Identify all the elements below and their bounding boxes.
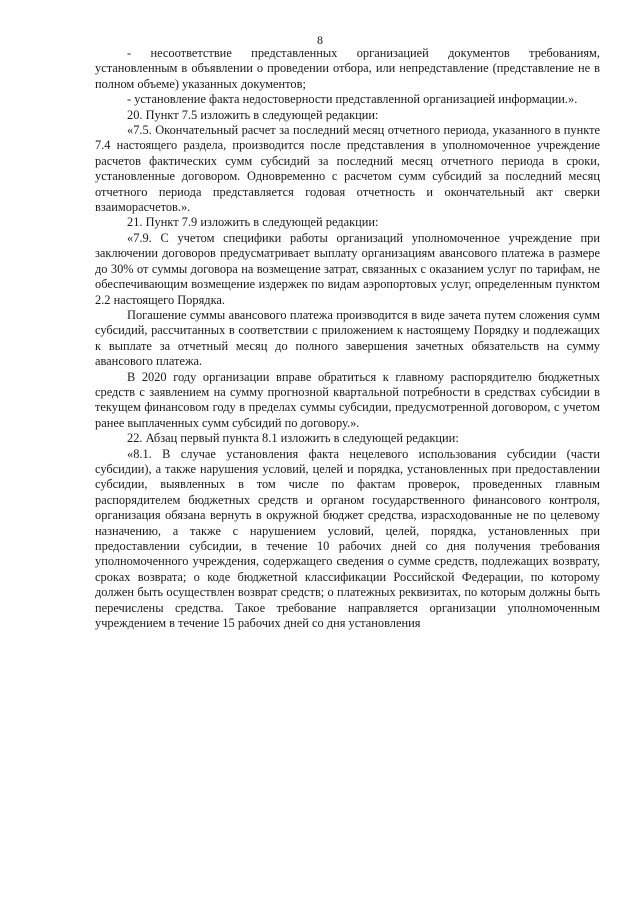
paragraph-clause-7-5: «7.5. Окончательный расчет за последний месяц отчетного периода, указанного в пункте 7.4 настоящего раздела, производится после представления в уполномоченное учреждение расчетов фактических сумм субсидий за последний месяц отчетного периода в сроки, установленные договором. Одновременно с расчетом сумм субсидий за последний месяц отчетного периода представляется годовая отчетность и окончательный акт сверки взаиморасчетов.».: [95, 123, 600, 215]
paragraph-clause-8-1: «8.1. В случае установления факта нецелевого использования субсидии (части субсидии), а также нарушения условий, целей и порядка, установленных при предоставлении субсидии, выявленных в том числе по фактам проверок, проведенных главным распорядителем бюджетных средств и органом государственного финансового контроля, организация обязана вернуть в окружной бюджет средства, израсходованные не по целевому назначению, а также с нарушением условий, целей, порядка, установленных при предоставлении субсидии, в течение 10 рабочих дней со дня получения требования уполномоченного учреждения, содержащего сведения о сумме средств, подлежащих возврату, сроках возврата; о коде бюджетной классификации Российской Федерации, по которому должен быть осуществлен возврат средств; о платежных реквизитах, по которым должны быть перечислены средства. Такое требование направляется организации уполномоченным учреждением в течение 15 рабочих дней со дня установления: [95, 446, 600, 631]
paragraph-item-22-heading: 22. Абзац первый пункта 8.1 изложить в следующей редакции:: [127, 431, 459, 446]
document-body: [95, 46, 600, 631]
paragraph-clause-7-9: «7.9. С учетом специфики работы организаций уполномоченное учреждение при заключении договоров предусматривает выплату организациям авансового платежа в размере до 30% от суммы договора на возмещение затрат, связанных с оказанием услуг по тарифам, не обеспечивающим возмещение издержек по видам аэропортовых услуг, определенным пунктом 2.2 настоящего Порядка.: [95, 230, 600, 307]
paragraph-2020-request: В 2020 году организации вправе обратиться к главному распорядителю бюджетных средств с заявлением на сумму прогнозной квартальной потребности в средствах субсидии в текущем финансовом году в пределах суммы субсидии, предусмотренной договором, с учетом ранее выплаченных сумм субсидий по договору.».: [95, 369, 600, 430]
paragraph-false-information: - установление факта недостоверности представленной организацией информации.».: [127, 92, 578, 107]
paragraph-item-20-heading: 20. Пункт 7.5 изложить в следующей редакции:: [127, 107, 379, 122]
paragraph-nonconformity: - несоответствие представленных организацией документов требованиям, установленным в объявлении о проведении отбора, или непредставление (представление не в полном объеме) указанных документов;: [95, 46, 600, 91]
paragraph-item-21-heading: 21. Пункт 7.9 изложить в следующей редакции:: [127, 215, 379, 230]
paragraph-advance-repayment: Погашение суммы авансового платежа производится в виде зачета путем сложения сумм субсидий, рассчитанных в соответствии с приложением к настоящему Порядку и подлежащих к выплате за отчетный месяц до полного завершения зачетных обязательств на сумму авансового платежа.: [95, 307, 600, 369]
page-number: 8: [317, 33, 323, 47]
